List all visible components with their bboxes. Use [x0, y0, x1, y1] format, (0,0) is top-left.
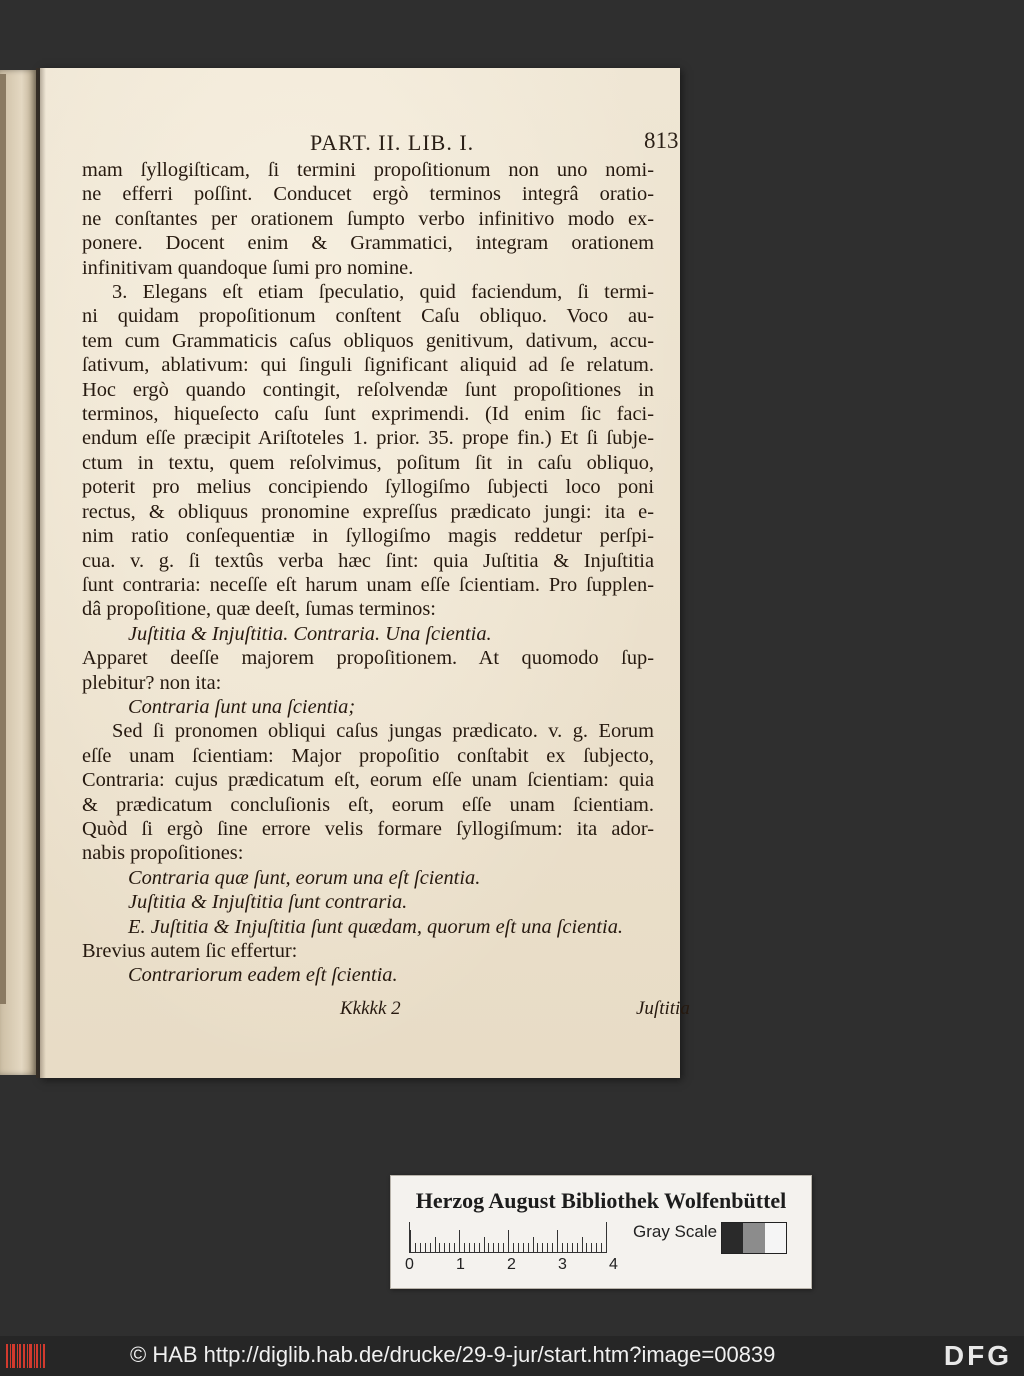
page-number: 813: [644, 128, 679, 153]
ruler-tick: [591, 1243, 592, 1252]
ruler-tick: [552, 1243, 553, 1252]
barcode-stripe: [10, 1344, 11, 1368]
text-line: Hoc ergò quando contingit, reſolvendæ ſunt propoſitiones in: [82, 378, 654, 401]
ruler-label: 4: [609, 1256, 618, 1273]
footer-bar: [0, 1336, 1024, 1376]
ruler-tick: [454, 1243, 455, 1252]
text-line: 3. Elegans eſt etiam ſpeculatio, quid faciendum, ſi termi-: [112, 281, 654, 304]
text-line: Contrariorum eadem eſt ſcientia.: [128, 964, 398, 987]
barcode-stripe: [43, 1344, 45, 1368]
barcode-stripe: [19, 1344, 21, 1368]
gray-scale-label: Gray Scale: [633, 1222, 718, 1241]
ruler-tick: [415, 1243, 416, 1252]
color-calibration-card: [390, 1175, 812, 1289]
text-line: ponere. Docent enim & Grammatici, integram orationem: [82, 232, 654, 255]
ruler-tick: [537, 1243, 538, 1252]
ruler-tick: [488, 1243, 489, 1252]
ruler-label: 2: [507, 1256, 516, 1273]
text-line: Brevius autem ſic effertur:: [82, 940, 298, 962]
text-line: eſſe unam ſcientiam: Major propoſitio conſtabit ex ſubjecto,: [82, 744, 654, 767]
text-line: cua. v. g. ſi textûs verba hæc ſint: quia Juſtitia & Injuſtitia: [82, 549, 654, 572]
ruler-tick: [596, 1243, 597, 1252]
text-line: poterit pro melius concipiendo ſyllogiſmo ſubjecti loco poni: [82, 476, 654, 499]
text-line: terminos, hiqueſecto caſu ſunt exprimendi. (Id enim ſic faci-: [82, 403, 654, 426]
ruler-tick: [606, 1230, 607, 1252]
ruler-tick: [484, 1237, 485, 1252]
text-line: Apparet deeſſe majorem propoſitionem. At quomodo ſup-: [82, 647, 654, 670]
ruler-tick: [439, 1243, 440, 1252]
ruler-tick: [577, 1243, 578, 1252]
barcode-stripe: [27, 1344, 28, 1368]
page-text: [82, 158, 654, 988]
ruler-label: 1: [456, 1256, 465, 1273]
ruler-tick: [523, 1243, 524, 1252]
ruler-tick: [518, 1243, 519, 1252]
ruler-tick: [464, 1243, 465, 1252]
text-line: Contraria ſunt una ſcientia;: [128, 695, 356, 718]
text-line: ne efferri poſſint. Conducet ergò terminos integrâ oratio-: [82, 183, 654, 206]
gray-swatch: [722, 1223, 743, 1253]
text-line: ni quidam propoſitionum conſtent Caſu obliquo. Voco au-: [82, 305, 654, 328]
barcode-stripe: [40, 1344, 41, 1368]
ruler-tick: [601, 1243, 602, 1252]
barcode-stripe: [29, 1344, 32, 1368]
ruler-tick: [513, 1243, 514, 1252]
ruler-tick: [444, 1243, 445, 1252]
text-line: Juſtitia & Injuſtitia. Contraria. Una ſcientia.: [128, 622, 492, 645]
text-line: ſunt contraria: neceſſe eſt harum unam eſſe ſcientiam. Pro ſupplen-: [82, 573, 654, 596]
barcode-icon: [6, 1344, 44, 1368]
text-line: endum eſſe præcipit Ariſtoteles 1. prior. 35. prope fin.) Et ſi ſubje-: [82, 427, 654, 450]
ruler-tick: [586, 1243, 587, 1252]
running-head: PART. II. LIB. I.: [310, 130, 475, 155]
ruler-tick: [572, 1243, 573, 1252]
text-line: & prædicatum concluſionis eſt, eorum eſſe unam ſcientiam.: [82, 793, 654, 816]
text-line: dâ propoſitione, quæ deeſt, ſumas terminos:: [82, 598, 436, 621]
text-line: Quòd ſi ergò ſine errore velis formare ſyllogiſmum: ita ador-: [82, 817, 654, 840]
dfg-logo: DFG: [943, 1340, 1012, 1371]
gray-swatch: [743, 1223, 764, 1253]
left-page-gutter: [0, 74, 6, 1004]
ruler-tick: [503, 1243, 504, 1252]
ruler-label: 0: [405, 1256, 414, 1273]
spine-shadow: [36, 68, 46, 1078]
gray-scale-swatches: [721, 1222, 787, 1254]
text-line: Contraria: cujus prædicatum eſt, eorum eſſe unam ſcientiam: quia: [82, 769, 654, 792]
text-line: tem cum Grammaticis caſus obliquos genitivum, dativum, accu-: [82, 329, 654, 352]
barcode-stripe: [17, 1344, 18, 1368]
text-line: ne conſtantes per orationem ſumpto verbo infinitivo modo ex-: [82, 207, 654, 230]
text-line: plebitur? non ita:: [82, 671, 222, 694]
text-line: Juſtitia & Injuſtitia ſunt contraria.: [128, 891, 408, 914]
ruler-tick: [567, 1243, 568, 1252]
signature-mark: Kkkkk 2: [340, 998, 401, 1019]
ruler-tick: [493, 1243, 494, 1252]
text-line: ctum in textu, quem reſolvimus, poſitum ſit in caſu obliquo,: [82, 451, 654, 474]
text-line: Contraria quæ ſunt, eorum una eſt ſcientia.: [128, 866, 481, 889]
ruler-tick: [449, 1243, 450, 1252]
scale-ruler: [409, 1222, 607, 1253]
ruler-tick: [542, 1243, 543, 1252]
barcode-stripe: [36, 1344, 38, 1368]
text-line: nim ratio conſequentiæ in ſyllogiſmo magis reddetur perſpi-: [82, 525, 654, 548]
gray-swatch: [765, 1223, 786, 1253]
ruler-tick: [498, 1243, 499, 1252]
ruler-tick: [469, 1243, 470, 1252]
ruler-tick: [410, 1230, 411, 1252]
ruler-tick: [557, 1230, 558, 1252]
ruler-label: 3: [558, 1256, 567, 1273]
text-line: E. Juſtitia & Injuſtitia ſunt quædam, quorum eſt una ſcientia.: [128, 915, 624, 938]
text-line: nabis propoſitiones:: [82, 842, 244, 865]
barcode-stripe: [34, 1344, 35, 1368]
ruler-tick: [479, 1243, 480, 1252]
ruler-tick: [533, 1237, 534, 1252]
ruler-tick: [459, 1230, 460, 1252]
ruler-tick: [420, 1243, 421, 1252]
barcode-stripe: [12, 1344, 15, 1368]
ruler-tick: [528, 1243, 529, 1252]
text-line: Sed ſi pronomen obliqui caſus jungas prædicato. v. g. Eorum: [112, 720, 654, 743]
ruler-tick: [425, 1243, 426, 1252]
copyright-url[interactable]: © HAB http://diglib.hab.de/drucke/29-9-jur/start.htm?image=00839: [130, 1342, 776, 1367]
ruler-tick: [562, 1243, 563, 1252]
ruler-tick: [474, 1243, 475, 1252]
barcode-stripe: [23, 1344, 25, 1368]
text-line: ſativum, ablativum: qui ſinguli ſignificant aliquid ad ſe relatum.: [82, 354, 654, 377]
book-page: [40, 68, 690, 1078]
text-line: mam ſyllogiſticam, ſi termini propoſitionum non uno nomi-: [82, 159, 654, 181]
text-line: rectus, & obliquus pronomine expreſſus prædicato jungi: ita e-: [82, 500, 654, 523]
text-line: infinitivam quandoque ſumi pro nomine.: [82, 256, 414, 279]
ruler-tick: [508, 1230, 509, 1252]
ruler-tick: [582, 1237, 583, 1252]
ruler-labels: [405, 1256, 625, 1276]
ruler-tick: [430, 1243, 431, 1252]
ruler-tick: [435, 1237, 436, 1252]
catchword: Juſtitia: [636, 998, 690, 1019]
library-name: Herzog August Bibliothek Wolfenbüttel: [415, 1188, 787, 1213]
ruler-tick: [547, 1243, 548, 1252]
barcode-stripe: [6, 1344, 8, 1368]
